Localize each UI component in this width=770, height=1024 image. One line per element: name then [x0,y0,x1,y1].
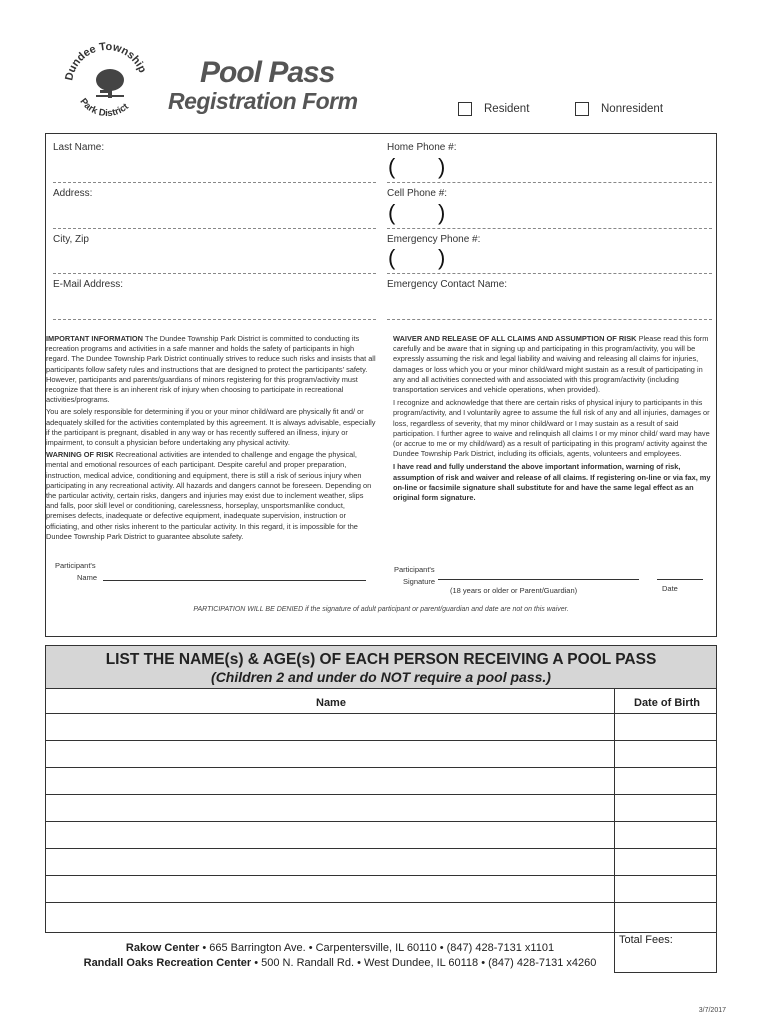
nonresident-checkbox[interactable] [575,102,589,116]
rakow-center-details: • 665 Barrington Ave. • Carpentersville, IL 60110 • (847) 428-7131 x1101 [199,942,555,954]
emergency-phone-paren-close: ) [438,245,446,270]
footer-randall-oaks [45,957,635,969]
warning-of-risk-text: Recreational activities are intended to challenge and engage the physical, mental and emotional resources of each participant. Despite careful and proper preparation, instruction, medical advice, conditioning and equipment, there is still a risk of serious injury when participating in any recreational activity. All hazards and dangers cannot be foreseen. Depending on the particular activity, certain risks, dangers and injuries may exist due to inclement weather, slips and falls, poor skill level or conditioning, carelessness, horseplay, unsportsmanlike conduct, premises defects, inadequate or defective equipment, inadequate supervision, instruction or officiating, and other risks inherent to the particular activity. In this regard, it is impossible for the Dundee Township Park District to guarantee absolute safety. [46,450,372,541]
cell-phone-field[interactable] [387,228,712,229]
important-info-text: The Dundee Township Park District is committed to conducting its recreation programs and activities in a safe manner and holds the safety of participants in high regard. The Dundee Township Park District continually strives to reduce such risks and insists that all participants follow safety rules and instructions that are designed to protect the participants' safety. However, participants and parents/guardians of minors registering for this program/activity must recognize that there is an inherent risk of injury when choosing to participate in recreational activities/programs. [46,334,376,405]
city-zip-label: City, Zip [53,234,89,245]
important-info-heading: IMPORTANT INFORMATION [46,334,144,343]
city-zip-field[interactable] [53,273,376,274]
nonresident-label: Nonresident [601,103,664,115]
table-row[interactable] [45,794,717,795]
email-field[interactable] [53,319,376,320]
emergency-phone-label: Emergency Phone #: [387,234,481,245]
table-row[interactable] [45,821,717,822]
waiver-text: Please read this form carefully and be aware that in signing up and participating in this program/activity, you will be expressly assuming the risk and legal liability and waiving and releasing all claims for injuries, damages or loss which you or your minor child/ward might sustain as a result of participating in any and all activities connected with and associated with this program/activity (including transportation services and vehicle operations, when provided). [393,334,709,395]
emergency-contact-label: Emergency Contact Name: [387,279,508,290]
table-row[interactable] [45,740,717,741]
home-phone-label: Home Phone #: [387,142,457,153]
last-name-field[interactable] [53,182,376,183]
participant-signature-field[interactable] [438,579,639,580]
waiver-release [393,334,715,503]
address-label: Address: [53,188,93,199]
dob-column-header: Date of Birth [634,697,700,709]
email-label: E-Mail Address: [53,279,124,290]
list-heading: LIST THE NAME(s) & AGE(s) OF EACH PERSON RECEIVING A POOL PASS [105,651,657,668]
table-row[interactable] [45,875,717,876]
randall-oaks-name: Randall Oaks Recreation Center [83,957,252,969]
table-row[interactable] [45,902,717,903]
participant-signature-label-2: Signature [403,577,436,586]
last-name-label: Last Name: [53,142,105,153]
age-note: (18 years or older or Parent/Guardian) [450,586,578,595]
table-row[interactable] [45,848,717,849]
total-fees-label: Total Fees: [619,934,673,946]
form-title: Pool Pass [200,56,335,89]
date-label: Date [662,584,678,593]
cell-phone-paren-close: ) [438,200,446,225]
tree-icon [96,69,124,98]
cell-phone-label: Cell Phone #: [387,188,448,199]
list-header-divider [45,688,717,689]
rakow-center-name: Rakow Center [125,942,200,954]
warning-of-risk-heading: WARNING OF RISK [46,450,114,460]
waiver-heading: WAIVER AND RELEASE OF ALL CLAIMS AND ASSUMPTION OF RISK [393,334,637,343]
participant-name-label-2: Name [77,573,98,582]
signature-statement-text: I have read and fully understand the above important information, warning of risk, assumption of risk and waiver and release of all claims. If registering on-line or via fax, my on-line or facsimile signature shall substitute for and have the same legal effect as an original form signature. [393,462,711,503]
resident-label: Resident [484,103,530,115]
list-subheading: (Children 2 and under do NOT require a pool pass.) [211,669,551,685]
cell-phone-paren-open: ( [388,200,396,225]
important-information [46,334,376,542]
acknowledgement-text: I recognize and acknowledge that there are certain risks of physical injury to participants in this program/activity, and I voluntarily agree to assume the full risk of any and all injuries, damages or loss, regardless of severity, that my minor child/ward or I may sustain as a result of said participation. I further agree to waive and relinquish all claims I or my minor child/ ward may have (or accrue to me or my child/ward) as a result of participating in this program/ activity against the Dundee Township Park District, including its officials, agents, volunteers and employees. [393,398,710,459]
emergency-phone-field[interactable] [387,273,712,274]
logo-text-top: Dundee Township [63,40,149,82]
home-phone-paren-close: ) [438,154,446,179]
resident-checkbox[interactable] [458,102,472,116]
participant-name-label-1: Participant's [55,561,96,570]
address-field[interactable] [53,228,376,229]
participation-notice: PARTICIPATION WILL BE DENIED if the signature of adult participant or parent/guardian and date are not on this waiver. [193,606,569,613]
fitness-responsibility-text: You are solely responsible for determining if you or your minor child/ward are physically fit and/ or adequately skilled for the activities contemplated by this agreement. It is always advisable, especially if the participant is pregnant, disabled in any way or has recently suffered an illness, injury or impairment, to consult a physician before undertaking any physical activity. [46,407,376,448]
column-divider [614,688,615,973]
home-phone-field[interactable] [387,182,712,183]
emergency-contact-field[interactable] [387,319,712,320]
name-column-header: Name [316,697,346,709]
form-subtitle: Registration Form [168,88,358,114]
participant-name-field[interactable] [103,580,366,581]
randall-oaks-details: • 500 N. Randall Rd. • West Dundee, IL 60118 • (847) 428-7131 x4260 [251,957,597,969]
logo-text-bottom: Park District [77,96,131,120]
table-row[interactable] [45,767,717,768]
revision-date: 3/7/2017 [698,1007,726,1014]
home-phone-paren-open: ( [388,154,396,179]
footer-rakow-center [45,942,635,954]
table-row[interactable] [45,713,717,714]
participant-signature-label-1: Participant's [394,565,435,574]
emergency-phone-paren-open: ( [388,245,396,270]
date-field[interactable] [657,579,703,580]
park-district-logo [62,40,152,130]
